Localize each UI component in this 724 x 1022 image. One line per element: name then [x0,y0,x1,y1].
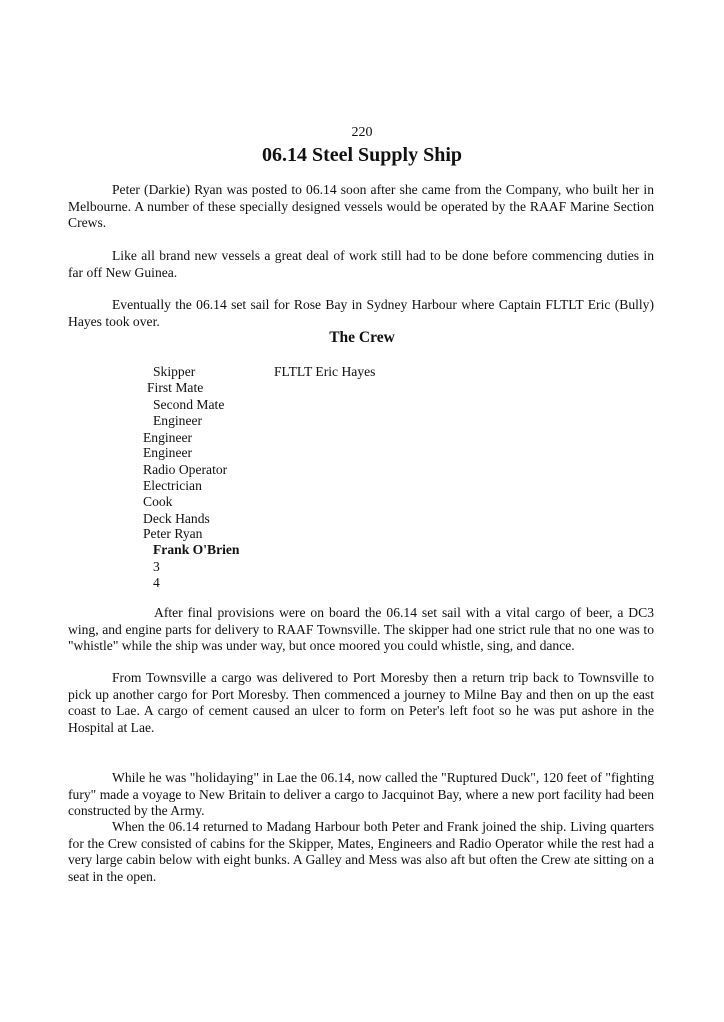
intro-paragraph-3: Eventually the 06.14 set sail for Rose Bay in Sydney Harbour where Captain FLTLT Eric (Bully) Hayes took over. [68,297,654,329]
crew-line: Cook [143,494,173,509]
story-paragraph-4: When the 06.14 returned to Madang Harbour both Peter and Frank joined the ship. Living quarters for the Crew consisted of cabins for the Skipper, Mates, Engineers and Radio Operator while the rest had a very large cabin below with eight bunks. A Galley and Mess was also aft but often the Crew ate sitting on a seat in the open. [68,819,654,884]
intro-paragraph-2: Like all brand new vessels a great deal of work still had to be done before commencing duties in far off New Guinea. [68,248,654,280]
crew-line: Peter Ryan [143,526,203,541]
crew-line: Electrician [143,478,202,493]
crew-line: Radio Operator [143,462,228,477]
story-paragraph-1: After final provisions were on board the 06.14 set sail with a vital cargo of beer, a DC3 wing, and engine parts for delivery to RAAF Townsville. The skipper had one strict rule that no one was to "whistle" while the ship was under way, but once moored you could whistle, sing, and dance. [68,605,654,653]
crew-line: Engineer [153,413,203,428]
page-number: 220 [351,125,373,140]
crew-line: Second Mate [153,397,225,412]
crew-line: Engineer [143,430,193,445]
crew-line: Engineer [143,445,193,460]
crew-line: Deck Hands [143,511,210,526]
crew-line: 4 [153,575,160,590]
crew-role-skipper: Skipper [153,364,196,379]
crew-line: First Mate [147,380,204,395]
story-paragraph-3: While he was "holidaying" in Lae the 06.14, now called the "Ruptured Duck", 120 feet of "fighting fury" made a voyage to New Britain to deliver a cargo to Jacquinot Bay, where a new port facility had been constructed by the Army. [68,770,654,818]
story-paragraph-2: From Townsville a cargo was delivered to Port Moresby then a return trip back to Townsville to pick up another cargo for Port Moresby. Then commenced a journey to Milne Bay and then on up the east coast to Lae. A cargo of cement caused an ulcer to form on Peter's left foot so he was put ashore in the Hospital at Lae. [68,670,654,735]
page-title: 06.14 Steel Supply Ship [261,144,463,166]
crew-heading: The Crew [329,329,395,346]
intro-paragraph-1: Peter (Darkie) Ryan was posted to 06.14 soon after she came from the Company, who built her in Melbourne. A number of these specially designed vessels would be operated by the RAAF Marine Section Crews. [68,182,654,230]
crew-name-skipper: FLTLT Eric Hayes [274,364,376,379]
crew-line: Frank O'Brien [153,542,240,557]
crew-line: 3 [153,559,160,574]
